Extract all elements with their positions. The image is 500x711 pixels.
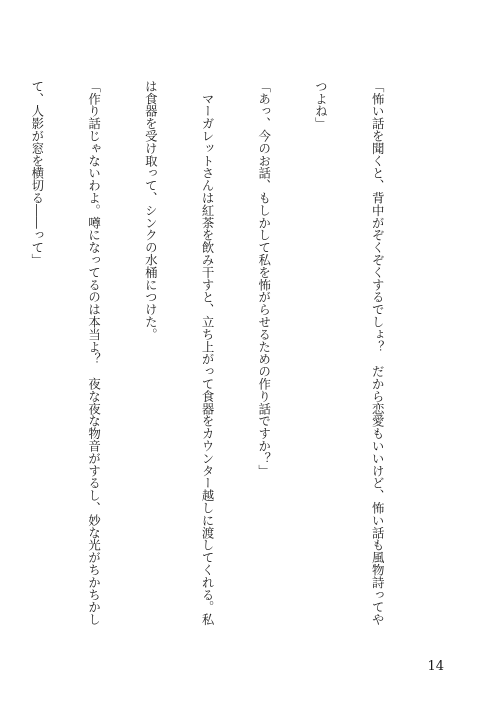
body-text <box>0 80 424 626</box>
page-number: 14 <box>427 659 444 674</box>
text-line: つよね」 <box>313 80 329 130</box>
text-line: 「怖い話を聞くと、背中がぞくぞくするでしょ？ だから恋愛もいいけど、怖い話も風物詩ってや <box>370 80 386 626</box>
text-line: 「作り話じゃないわよ。噂になってるのは本当よ？ 夜な夜な物音がするし、妙な光がちかちかし <box>86 80 102 626</box>
text-line: マーガレットさんは紅茶を飲み干すと、立ち上がって食器をカウンター越しに渡してくれる。私 <box>200 80 216 626</box>
text-line: て、人影が窓を横切る――って」 <box>29 80 45 266</box>
text-line: は食器を受け取って、シンクの水桶につけた。 <box>143 80 159 341</box>
text-line: 「あっ、今のお話、もしかして私を怖がらせるための作り話ですか？」 <box>256 80 272 477</box>
